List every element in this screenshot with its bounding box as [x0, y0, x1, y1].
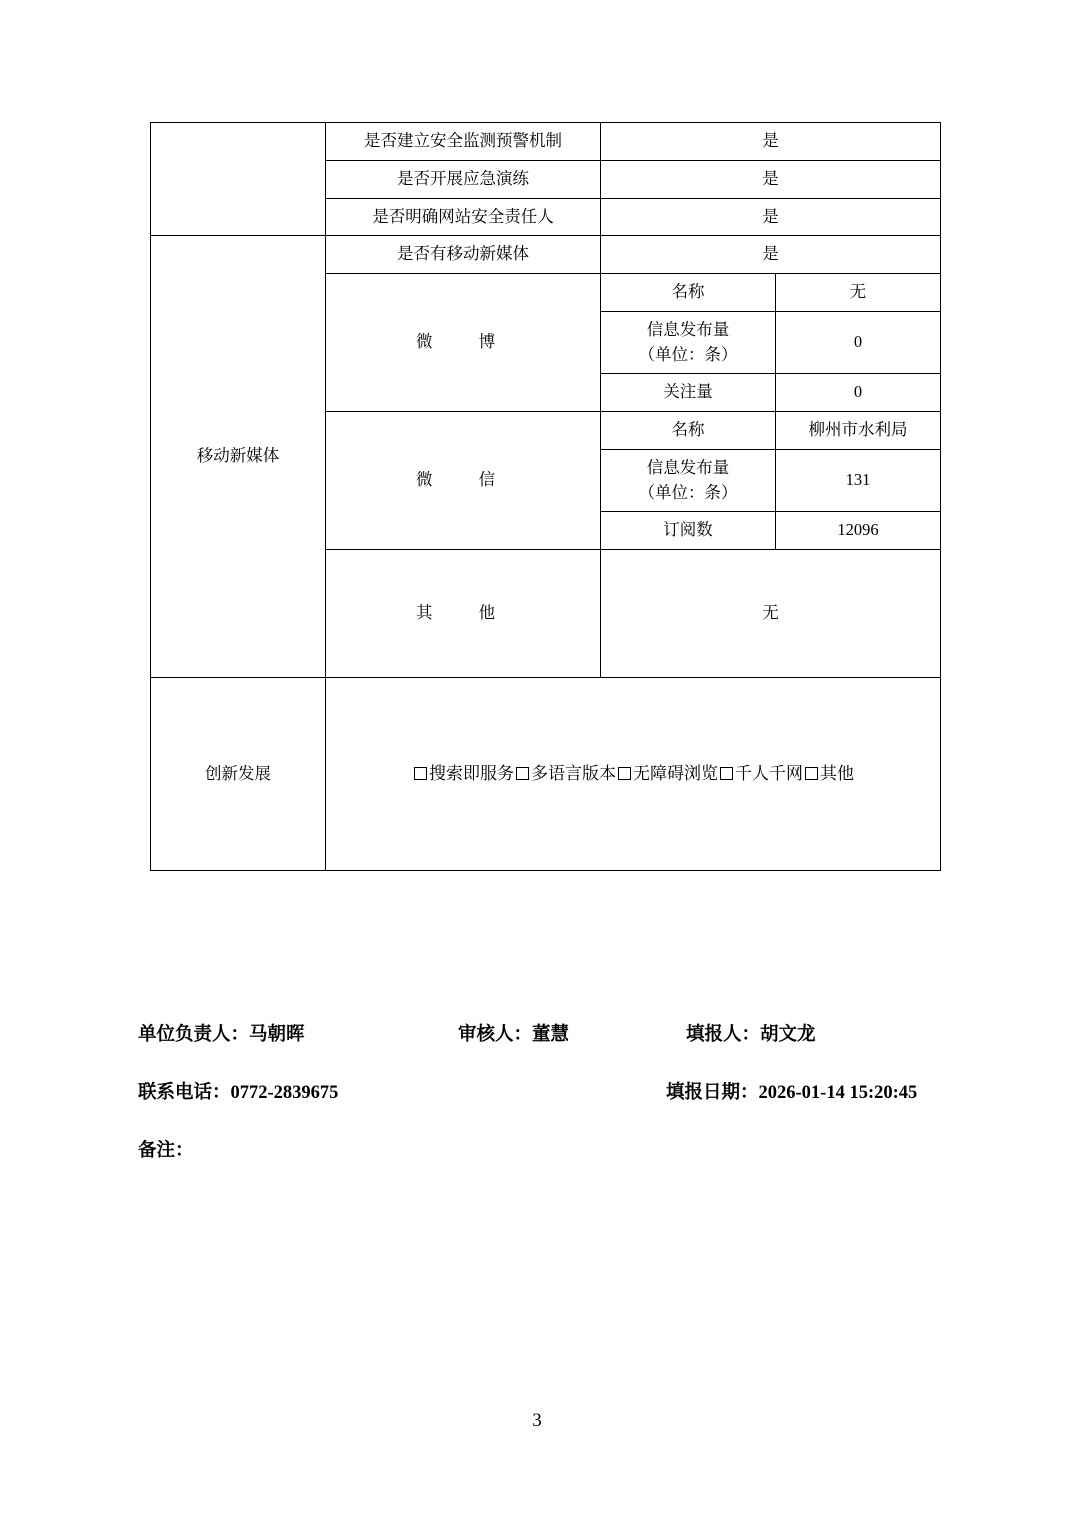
other-media-value: 无	[601, 550, 941, 678]
innovation-checkbox-group	[330, 761, 936, 787]
security-value-1: 是	[601, 160, 941, 198]
unit-head: 单位负责人：马朝晖	[138, 1025, 305, 1045]
weibo-name-value: 无	[776, 274, 941, 312]
mobile-media-section-header: 移动新媒体	[151, 236, 326, 678]
remark: 备注：	[138, 1141, 194, 1161]
weixin-posts-label	[601, 449, 776, 512]
innovation-option-4-label: 其他	[820, 764, 854, 784]
table-row	[151, 123, 941, 161]
security-label-0: 是否建立安全监测预警机制	[326, 123, 601, 161]
checkbox-icon[interactable]	[516, 767, 529, 780]
page-number: 3	[532, 1410, 542, 1431]
checkbox-icon[interactable]	[414, 767, 427, 780]
weixin-subscribers-label: 订阅数	[601, 512, 776, 550]
weibo-followers-value: 0	[776, 374, 941, 412]
weibo-posts-label-line2: （单位：条）	[638, 344, 738, 364]
innovation-option-3[interactable]	[718, 764, 803, 783]
security-value-0: 是	[601, 123, 941, 161]
form-sheet	[150, 122, 940, 871]
innovation-option-4[interactable]	[803, 764, 854, 783]
weibo-label: 微 博	[326, 274, 601, 412]
reporter: 填报人：胡文龙	[686, 1025, 816, 1045]
innovation-option-0-label: 搜索即服务	[429, 764, 514, 784]
checkbox-icon[interactable]	[720, 767, 733, 780]
innovation-label: 创新发展	[151, 678, 326, 871]
security-label-2: 是否明确网站安全责任人	[326, 198, 601, 236]
weibo-name-label: 名称	[601, 274, 776, 312]
weibo-followers-label: 关注量	[601, 374, 776, 412]
other-media-label: 其 他	[326, 550, 601, 678]
table-row	[151, 236, 941, 274]
weixin-name-label: 名称	[601, 412, 776, 450]
report-date: 填报日期：2026-01-14 15:20:45	[666, 1083, 918, 1103]
weixin-posts-value: 131	[776, 449, 941, 512]
contact-phone: 联系电话：0772-2839675	[138, 1083, 339, 1103]
weibo-posts-value: 0	[776, 311, 941, 374]
website-report-table	[150, 122, 941, 871]
weibo-posts-label	[601, 311, 776, 374]
innovation-options-cell	[326, 678, 941, 871]
checkbox-icon[interactable]	[618, 767, 631, 780]
security-label-1: 是否开展应急演练	[326, 160, 601, 198]
innovation-option-2[interactable]	[616, 764, 718, 783]
weixin-subscribers-value: 12096	[776, 512, 941, 550]
security-section-header	[151, 123, 326, 236]
weixin-posts-label-line2: （单位：条）	[638, 482, 738, 502]
table-row	[151, 678, 941, 871]
signoff-row-contact	[138, 1078, 998, 1136]
innovation-option-3-label: 千人千网	[735, 764, 803, 784]
checkbox-icon[interactable]	[805, 767, 818, 780]
has-mobile-media-value: 是	[601, 236, 941, 274]
signoff-block	[138, 1020, 998, 1194]
signoff-row-remark	[138, 1136, 998, 1194]
weixin-name-value: 柳州市水利局	[776, 412, 941, 450]
security-value-2: 是	[601, 198, 941, 236]
signoff-row-people	[138, 1020, 998, 1078]
innovation-option-2-label: 无障碍浏览	[633, 764, 718, 784]
weibo-posts-label-line1: 信息发布量	[646, 319, 730, 339]
innovation-option-1[interactable]	[514, 764, 616, 783]
weixin-posts-label-line1: 信息发布量	[646, 457, 730, 477]
has-mobile-media-label: 是否有移动新媒体	[326, 236, 601, 274]
weixin-label: 微 信	[326, 412, 601, 550]
innovation-option-1-label: 多语言版本	[531, 764, 616, 784]
innovation-option-0[interactable]	[412, 764, 514, 783]
reviewer: 审核人：董慧	[458, 1025, 570, 1045]
